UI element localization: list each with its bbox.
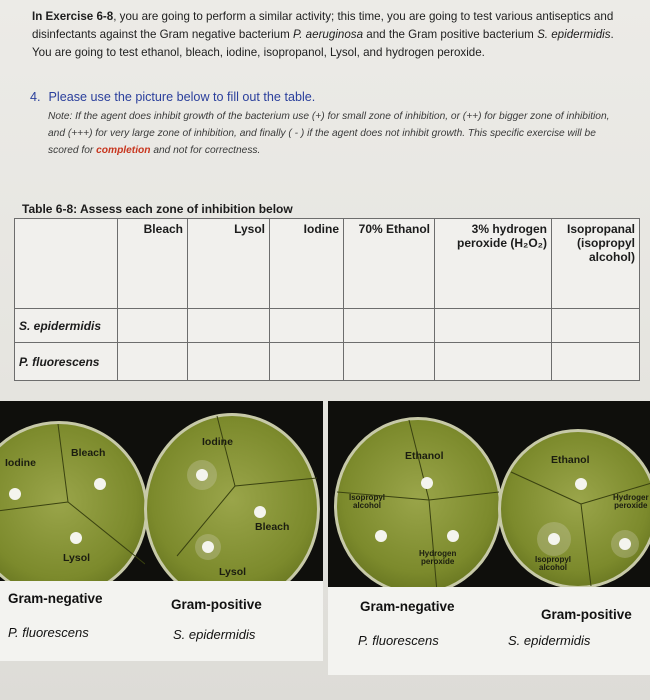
table-cell[interactable] [435,309,552,343]
table-cell[interactable] [188,343,270,381]
question-title-row [30,90,630,104]
table-cell[interactable] [344,343,435,381]
header-ethanol: 70% Ethanol [344,219,435,309]
question-title: Please use the picture below to fill out the table. [48,90,316,104]
exercise-label: In Exercise 6-8 [32,10,114,23]
antiseptic-disc [619,538,631,550]
table-cell[interactable] [270,309,344,343]
antiseptic-disc [9,488,21,500]
plate-label-bleach: Bleach [255,521,290,533]
label-line: alcohol [539,563,568,572]
table-caption: Table 6-8: Assess each zone of inhibition below [22,202,293,216]
header-lysol: Lysol [188,219,270,309]
intro-text-2: and the Gram positive bacterium [363,28,538,41]
plate-label-iodine: Iodine [5,457,36,469]
label-line: Hydroger [613,493,649,502]
petri-plate [498,429,650,589]
zone-table [14,218,640,381]
note-text-2: and not for correctness. [150,145,261,156]
table-row [15,343,640,381]
plate-label-isopropyl [349,494,385,510]
intro-text-1: , you are going to perform a similar activity; this time, you are going to test various antiseptics and disinfectants against the Gram negative bacterium [32,10,614,41]
caption-panel [488,587,650,675]
antiseptic-disc [94,478,106,490]
note-emphasis: completion [96,145,151,156]
label-line: peroxide [421,557,455,566]
antiseptic-disc [196,469,208,481]
label-line: alcohol [353,501,382,510]
plate-label-iodine: Iodine [202,436,233,448]
row-label-fluorescens: P. fluorescens [15,343,118,381]
header-bleach: Bleach [118,219,188,309]
intro-paragraph [32,8,632,62]
intro-text-3: . You are going to test ethanol, bleach, iodine, isopropanol, Lysol, and hydrogen peroxide. [32,28,614,59]
antiseptic-disc [70,532,82,544]
plate-label-ethanol: Ethanol [551,454,590,466]
caption-panel [0,581,160,661]
petri-plate [0,421,148,599]
label-line: peroxide [614,501,648,510]
header-hydrogen-peroxide: 3% hydrogen peroxide (H₂O₂) [435,219,552,309]
table-cell[interactable] [270,343,344,381]
table-cell[interactable] [118,343,188,381]
question-4 [30,90,630,159]
petri-plate [144,413,320,605]
table-row [15,309,640,343]
plate-label-isopropyl [535,556,571,572]
antiseptic-disc [202,541,214,553]
petri-photo-left [0,401,323,661]
question-note [48,108,628,159]
organism-negative: P. aeruginosa [293,28,364,41]
petri-plate [334,417,502,595]
table-corner-cell [15,219,118,309]
plate-label-hydrogen-peroxide [419,550,456,566]
antiseptic-disc [548,533,560,545]
antiseptic-disc [575,478,587,490]
label-line: Isopropyl [349,493,386,502]
caption-panel [328,587,488,675]
row-label-epidermidis: S. epidermidis [15,309,118,343]
header-isopropanal: Isopropanal (isopropyl alcohol) [552,219,640,309]
question-number: 4. [30,90,41,104]
header-iodine: Iodine [270,219,344,309]
label-line: Hydrogen [419,549,457,558]
plate-label-ethanol: Ethanol [405,450,444,462]
plate-label-lysol: Lysol [63,552,91,564]
antiseptic-disc [254,506,266,518]
table-cell[interactable] [435,343,552,381]
caption-organism: P. fluorescens [358,633,439,648]
plate-label-lysol: Lysol [219,566,247,578]
antiseptic-disc [447,530,459,542]
caption-gram-type: Gram-positive [541,607,632,622]
label-line: Isopropyl [535,555,572,564]
table-cell[interactable] [118,309,188,343]
organism-positive: S. epidermidis [537,28,611,41]
caption-gram-type: Gram-negative [8,591,103,606]
plate-label-bleach: Bleach [71,447,106,459]
antiseptic-disc [375,530,387,542]
plate-label-hydrogen-peroxide [613,494,649,510]
table-header-row [15,219,640,309]
table-cell[interactable] [188,309,270,343]
caption-organism: S. epidermidis [508,633,591,648]
caption-organism: S. epidermidis [173,627,256,642]
table-cell[interactable] [552,343,640,381]
caption-gram-type: Gram-negative [360,599,455,614]
table-cell[interactable] [344,309,435,343]
petri-photo-right [328,401,650,675]
caption-gram-type: Gram-positive [171,597,262,612]
table-cell[interactable] [552,309,640,343]
note-text-1: Note: If the agent does inhibit growth of the bacterium use (+) for small zone of inhibition, or (++) for bigger zone of inhibition, and (+++) for very large zone of inhibition, and finally ( - ) if the agent does not inhibit growth. This specific exercise will be scored for [48,111,610,156]
antiseptic-disc [421,477,433,489]
caption-organism: P. fluorescens [8,625,89,640]
caption-panel [160,581,323,661]
